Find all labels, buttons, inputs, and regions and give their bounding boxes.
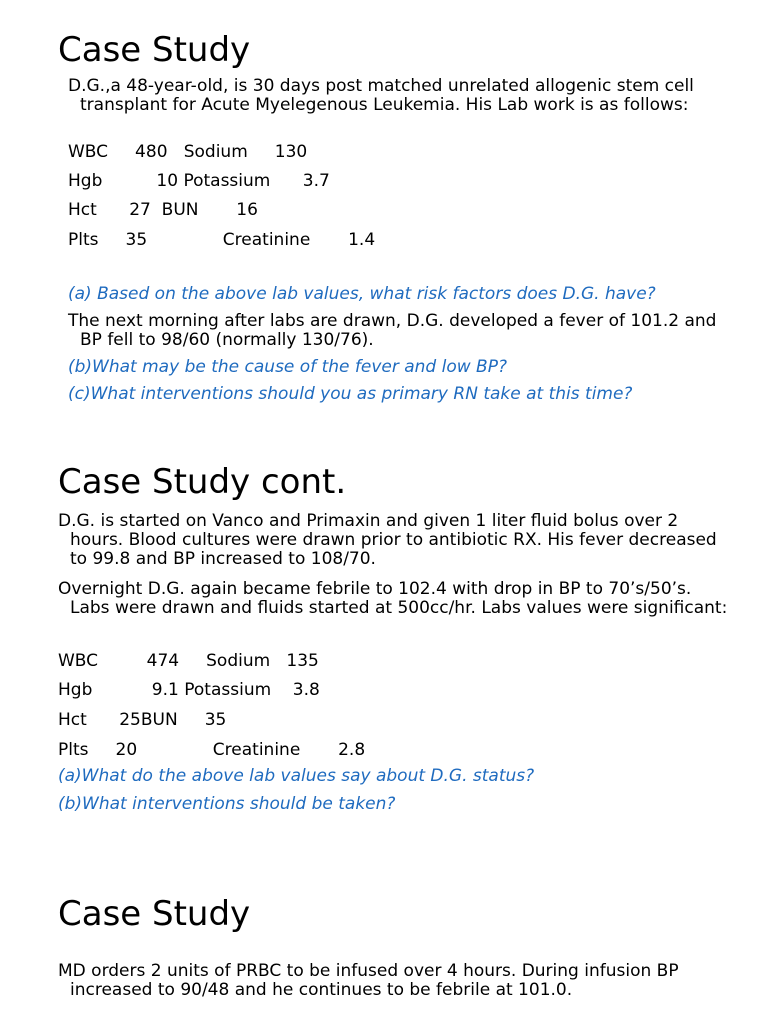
slide1-lab-row: Plts 35 Creatinine 1.4 [68, 230, 376, 250]
slide1-next-morning: The next morning after labs are drawn, D.G. developed a fever of 101.2 and BP fell to 98/60 (normally 130/76). [68, 311, 717, 350]
slide3-title: Case Study [58, 894, 251, 934]
slide1-title: Case Study [58, 30, 251, 70]
slide2-lab-row: Hgb 9.1 Potassium 3.8 [58, 680, 320, 700]
slide1-lab-row: Hct 27 BUN 16 [68, 200, 258, 220]
slide3-paragraph-1: MD orders 2 units of PRBC to be infused over 4 hours. During infusion BP increased to 90/48 and he continues to be febrile at 101.0. [58, 961, 679, 1000]
slide2-title: Case Study cont. [58, 462, 347, 502]
slide2-lab-row: WBC 474 Sodium 135 [58, 651, 319, 671]
slide1-lab-row: Hgb 10 Potassium 3.7 [68, 171, 330, 191]
slide2-lab-row: Plts 20 Creatinine 2.8 [58, 740, 366, 760]
slide2-paragraph-2: Overnight D.G. again became febrile to 102.4 with drop in BP to 70’s/50’s. Labs were drawn and fluids started at 500cc/hr. Labs values were significant: [58, 579, 728, 618]
slide1-question-a: (a) Based on the above lab values, what risk factors does D.G. have? [68, 284, 656, 304]
slide1-question-b: (b)What may be the cause of the fever and low BP? [68, 357, 507, 377]
slide1-question-c: (c)What interventions should you as primary RN take at this time? [68, 384, 633, 404]
slide2-lab-row: Hct 25BUN 35 [58, 710, 227, 730]
slide2-paragraph-1: D.G. is started on Vanco and Primaxin and given 1 liter fluid bolus over 2 hours. Blood cultures were drawn prior to antibiotic RX. His fever decreased to 99.8 and BP increased to 108/70. [58, 511, 717, 569]
slide1-intro: D.G.,a 48-year-old, is 30 days post matched unrelated allogenic stem cell transplant for Acute Myelegenous Leukemia. His Lab work is as follows: [68, 76, 694, 115]
slide2-question-a: (a)What do the above lab values say about D.G. status? [58, 766, 535, 786]
slide2-question-b: (b)What interventions should be taken? [58, 794, 396, 814]
slide1-lab-row: WBC 480 Sodium 130 [68, 142, 308, 162]
